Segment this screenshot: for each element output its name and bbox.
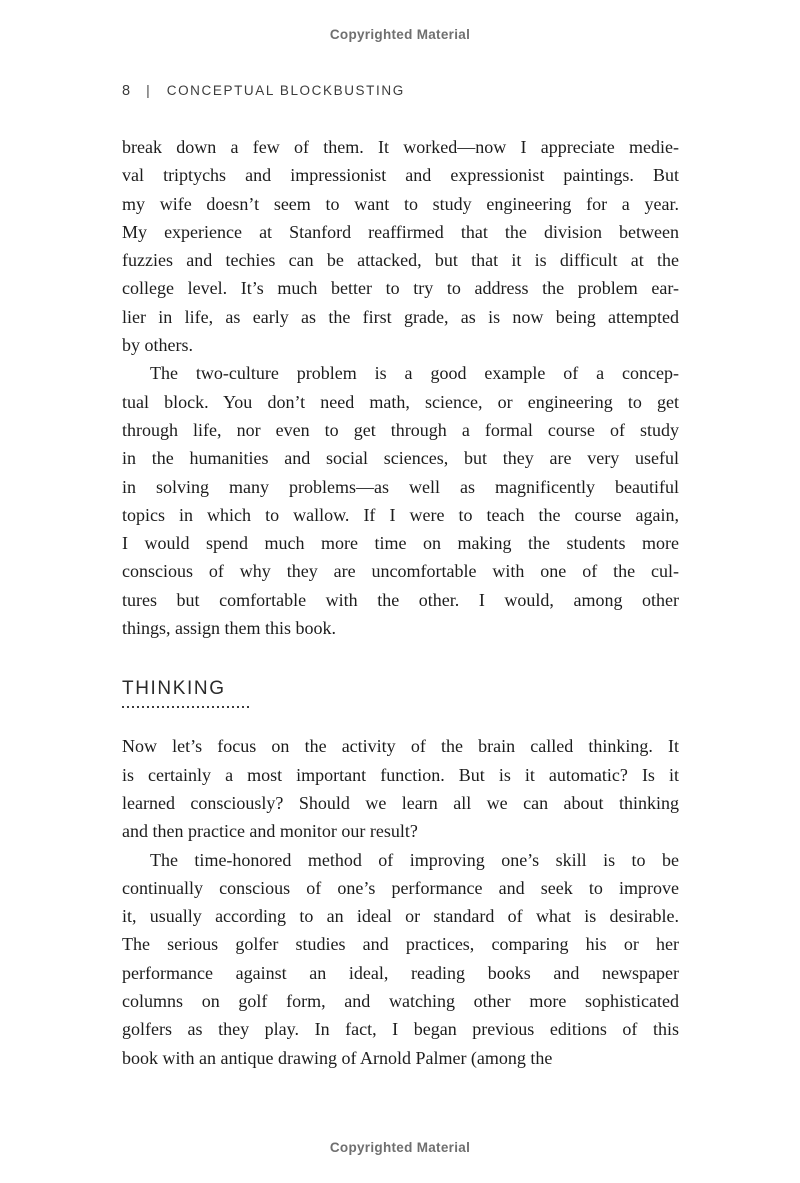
paragraph <box>122 133 679 359</box>
copyright-notice-bottom: Copyrighted Material <box>329 1140 471 1155</box>
text-line: I would spend much more time on making the students more <box>122 533 679 554</box>
text-line: my wife doesn’t seem to want to study engineering for a year. <box>122 193 679 214</box>
paragraph <box>122 732 679 845</box>
text-line: tual block. You don’t need math, science, or engineering to get <box>122 391 679 412</box>
book-title: CONCEPTUAL BLOCKBUSTING <box>166 83 405 98</box>
text-line: and then practice and monitor our result? <box>122 821 418 842</box>
text-line: val triptychs and impressionist and expressionist paintings. But <box>122 165 679 186</box>
paragraph <box>122 846 679 1072</box>
text-line: in solving many problems—as well as magnificently beautiful <box>122 476 679 497</box>
text-line: learned consciously? Should we learn all we can about thinking <box>122 792 679 813</box>
text-line: college level. It’s much better to try to address the problem ear- <box>122 278 679 299</box>
section-heading: THINKING <box>122 678 226 700</box>
heading-dotted-underline <box>122 706 249 708</box>
page-content <box>122 133 679 1072</box>
header-separator: | <box>146 82 150 98</box>
text-line: tures but comfortable with the other. I would, among other <box>122 589 679 610</box>
text-line: things, assign them this book. <box>122 618 337 639</box>
paragraph <box>122 359 679 642</box>
copyright-notice-top: Copyrighted Material <box>329 27 471 42</box>
section-heading-block <box>122 678 679 708</box>
running-header <box>122 82 405 99</box>
text-line: lier in life, as early as the first grade, as is now being attempted <box>122 306 679 327</box>
text-line: it, usually according to an ideal or standard of what is desirable. <box>122 906 679 927</box>
text-line: by others. <box>122 335 193 356</box>
text-line: topics in which to wallow. If I were to teach the course again, <box>122 504 679 525</box>
text-line: through life, nor even to get through a formal course of study <box>122 419 679 440</box>
text-line: The two-culture problem is a good example of a concep- <box>150 363 679 384</box>
text-line: The time-honored method of improving one’s skill is to be <box>150 849 679 870</box>
text-line: fuzzies and techies can be attacked, but that it is difficult at the <box>122 250 679 271</box>
text-line: in the humanities and social sciences, but they are very useful <box>122 448 679 469</box>
text-line: performance against an ideal, reading books and newspaper <box>122 962 679 983</box>
text-line: conscious of why they are uncomfortable with one of the cul- <box>122 561 679 582</box>
text-line: columns on golf form, and watching other more sophisticated <box>122 991 679 1012</box>
text-line: continually conscious of one’s performance and seek to improve <box>122 877 679 898</box>
text-line: book with an antique drawing of Arnold Palmer (among the <box>122 1047 553 1068</box>
page-number: 8 <box>122 83 132 99</box>
text-line: break down a few of them. It worked—now I appreciate medie- <box>122 137 679 157</box>
text-line: golfers as they play. In fact, I began previous editions of this <box>122 1019 679 1040</box>
text-line: Now let’s focus on the activity of the brain called thinking. It <box>122 736 679 757</box>
text-line: is certainly a most important function. But is it automatic? Is it <box>122 764 679 785</box>
text-line: My experience at Stanford reaffirmed that the division between <box>122 221 679 242</box>
text-line: The serious golfer studies and practices, comparing his or her <box>122 934 679 955</box>
